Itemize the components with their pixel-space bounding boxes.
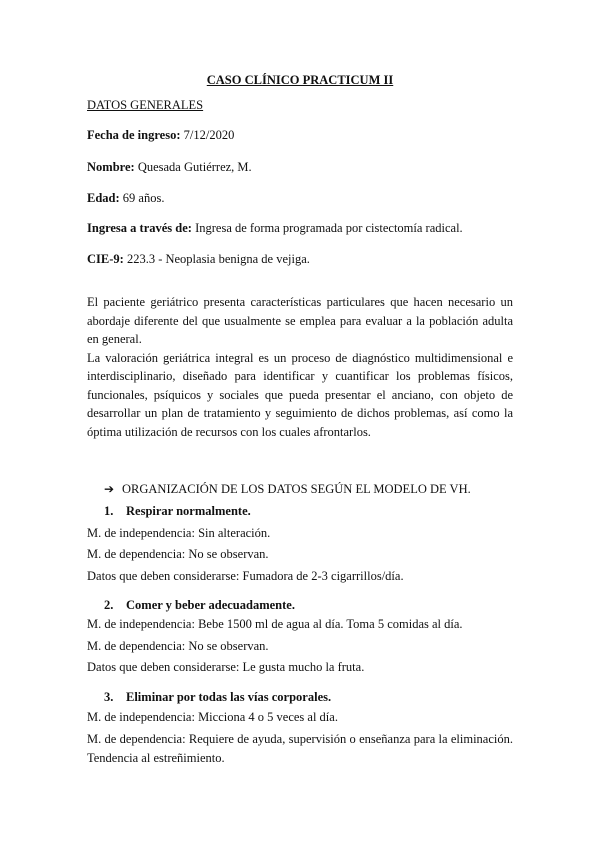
paragraph: El paciente geriátrico presenta características particulares que hacen necesario un abordaje diferente del que usualmente se emplea para evaluar a la población adulta en general.	[87, 295, 513, 346]
name-value: Quesada Gutiérrez, M.	[134, 160, 252, 174]
section-number: 1.	[104, 504, 114, 518]
section-number: 2.	[104, 598, 114, 612]
section-title	[104, 598, 295, 613]
section-title-text: Comer y beber adecuadamente.	[126, 598, 295, 612]
admission-route-label: Ingresa a través de:	[87, 221, 192, 235]
general-data-heading: DATOS GENERALES	[87, 98, 204, 112]
admission-date-label: Fecha de ingreso:	[87, 128, 181, 142]
cie-label: CIE-9:	[87, 252, 124, 266]
admission-date-field	[87, 128, 234, 143]
paragraph: La valoración geriátrica integral es un proceso de diagnóstico multidimensional e interdisciplinario, diseñado para identificar y cuantificar los problemas físicos, funcionales, psíquicos y sociales que pueda presentar el anciano, con objeto de desarrollar un plan de tratamiento y seguimiento de dichos problemas, así como la óptima utilización de recursos con los cuales afrontarlos.	[87, 350, 513, 439]
section-title-text: Eliminar por todas las vías corporales.	[126, 690, 332, 704]
arrow-right-icon: ➔	[104, 482, 115, 496]
admission-route-field	[87, 221, 463, 236]
data-line: Datos que deben considerarse: Le gusta mucho la fruta.	[87, 660, 365, 674]
data-line: Datos que deben considerarse: Fumadora de 2-3 cigarrillos/día.	[87, 569, 404, 583]
section-title	[104, 504, 251, 519]
organization-heading	[104, 482, 471, 497]
document-title: CASO CLÍNICO PRACTICUM II	[206, 73, 394, 87]
name-field	[87, 160, 252, 175]
section-number: 3.	[104, 690, 114, 704]
cie-field	[87, 252, 310, 267]
section-title-text: Respirar normalmente.	[126, 504, 251, 518]
independence-line: M. de independencia: Micciona 4 o 5 veces al día.	[87, 710, 338, 724]
age-value: 69 años.	[119, 191, 165, 205]
age-label: Edad:	[87, 191, 120, 205]
age-field	[87, 191, 164, 206]
dependence-line: M. de dependencia: Requiere de ayuda, supervisión o enseñanza para la eliminación. Tendencia al estreñimiento.	[87, 732, 513, 765]
section-title	[104, 690, 331, 705]
dependence-line: M. de dependencia: No se observan.	[87, 639, 269, 653]
cie-value: 223.3 - Neoplasia benigna de vejiga.	[123, 252, 310, 266]
independence-line: M. de independencia: Sin alteración.	[87, 526, 271, 540]
admission-route-value: Ingresa de forma programada por cistectomía radical.	[191, 221, 463, 235]
admission-date-value: 7/12/2020	[180, 128, 235, 142]
name-label: Nombre:	[87, 160, 135, 174]
intro-text	[87, 293, 513, 441]
dependence-line: M. de dependencia: No se observan.	[87, 547, 269, 561]
organization-heading-text: ORGANIZACIÓN DE LOS DATOS SEGÚN EL MODELO DE VH.	[122, 482, 471, 496]
independence-line: M. de independencia: Bebe 1500 ml de agua al día. Toma 5 comidas al día.	[87, 617, 463, 631]
